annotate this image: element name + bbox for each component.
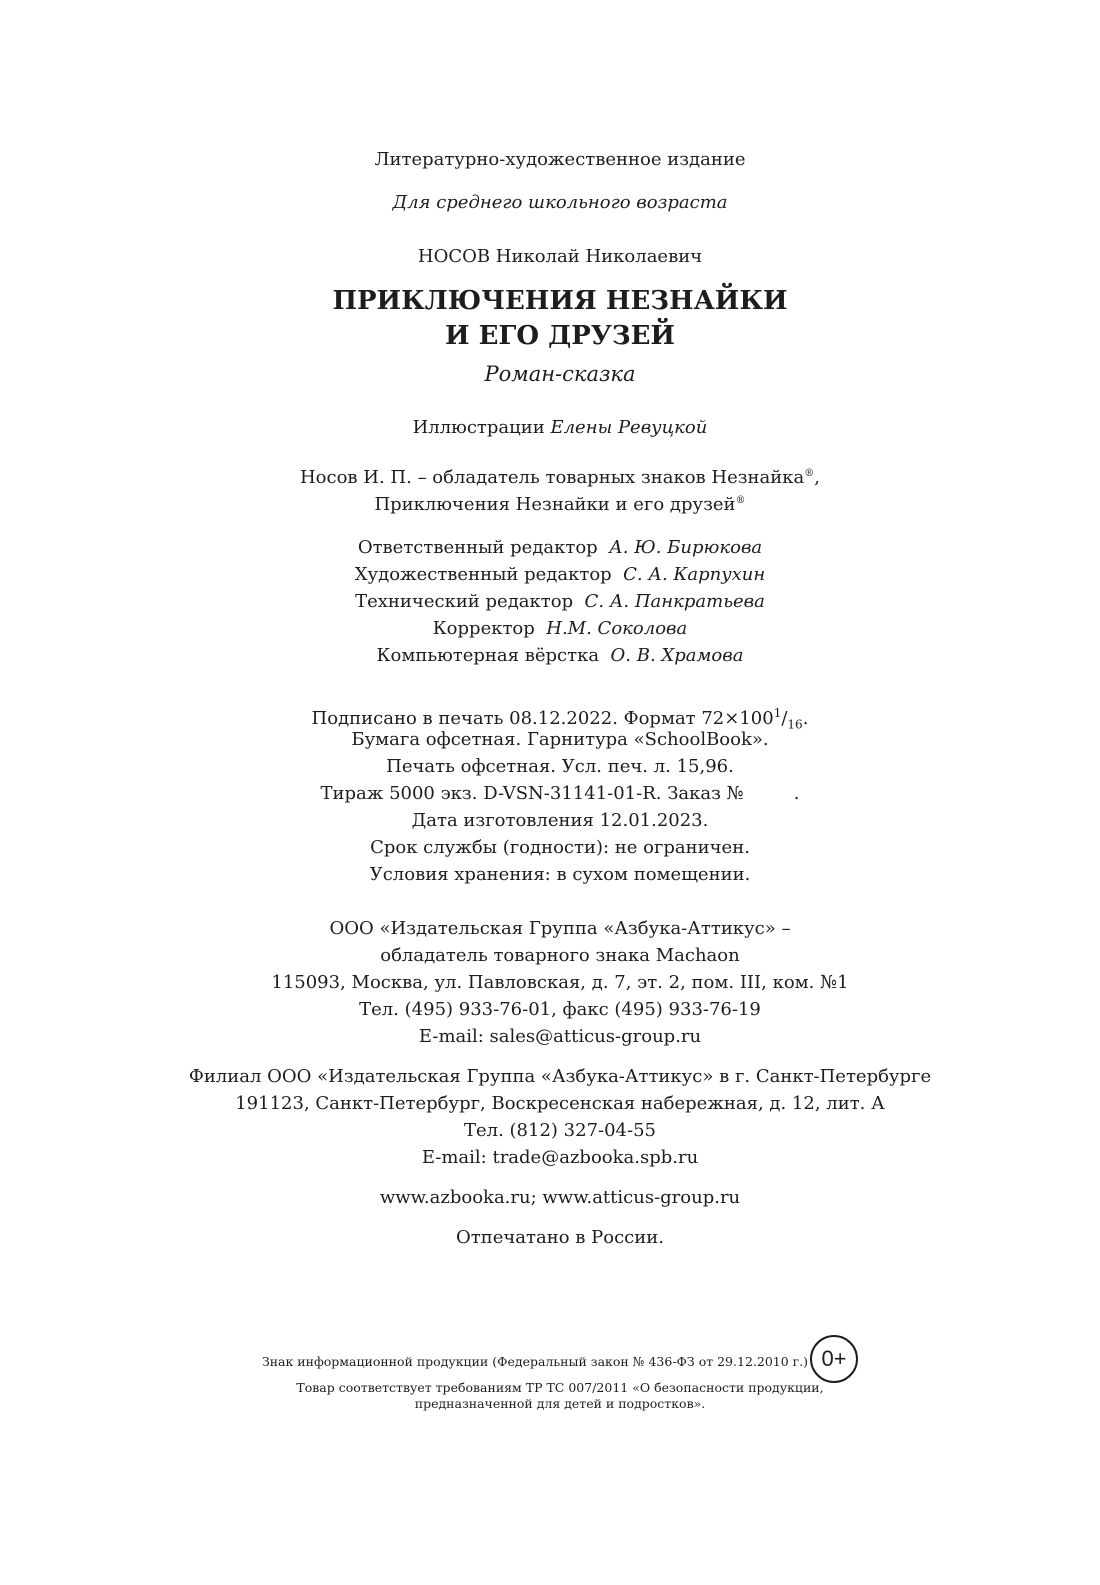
credit-line bbox=[0, 617, 1100, 641]
credit-role: Технический редактор bbox=[355, 591, 574, 612]
publisher-line: обладатель товарного знака Machaon bbox=[380, 945, 740, 966]
illustrations-credit bbox=[0, 416, 1100, 440]
credit-role: Художественный редактор bbox=[354, 564, 612, 585]
compliance-line1: Товар соответствует требованиям ТР ТС 007/2011 «О безопасности продукции, bbox=[296, 1380, 824, 1395]
compliance-line2: предназначенной для детей и подростков». bbox=[414, 1396, 706, 1411]
registered-mark: ® bbox=[804, 468, 815, 479]
trademark-line2 bbox=[0, 489, 1100, 517]
credit-line bbox=[0, 563, 1100, 587]
genre: Роман-сказка bbox=[484, 362, 636, 386]
credit-role: Компьютерная вёрстка bbox=[376, 645, 600, 666]
publisher-address: 115093, Москва, ул. Павловская, д. 7, эт. 2, пом. III, ком. №1 bbox=[271, 972, 849, 993]
trademark-text: Носов И. П. – обладатель товарных знаков Незнайка bbox=[299, 467, 805, 488]
trademark-line1: Носов И. П. – обладатель товарных знаков Незнайка®, bbox=[299, 467, 820, 488]
book-title-line1: ПРИКЛЮЧЕНИЯ НЕЗНАЙКИ bbox=[332, 286, 788, 316]
publisher-line: ООО «Издательская Группа «Азбука-Аттикус» – bbox=[329, 918, 791, 939]
credit-name: А. Ю. Бирюкова bbox=[609, 537, 763, 558]
publisher-email[interactable]: E-mail: sales@atticus-group.ru bbox=[418, 1026, 702, 1047]
audience: Для среднего школьного возраста bbox=[392, 192, 728, 213]
credit-role: Ответственный редактор bbox=[357, 537, 598, 558]
illustrations-label: Иллюстрации bbox=[412, 417, 545, 438]
credit-name: Н.М. Соколова bbox=[546, 618, 688, 639]
branch-email[interactable]: E-mail: trade@azbooka.spb.ru bbox=[421, 1147, 699, 1168]
credit-line bbox=[0, 536, 1100, 560]
registered-mark: ® bbox=[735, 495, 746, 506]
imprint-made: Дата изготовления 12.01.2023. bbox=[411, 810, 709, 831]
trademark-text: Приключения Незнайки и его друзей bbox=[374, 494, 736, 515]
imprint-run: Тираж 5000 экз. D-VSN-31141-01-R. Заказ № . bbox=[320, 783, 800, 804]
edition-type: Литературно-художественное издание bbox=[374, 149, 746, 170]
author: НОСОВ Николай Николаевич bbox=[417, 246, 703, 267]
credit-line bbox=[0, 590, 1100, 614]
credit-name: С. А. Панкратьева bbox=[584, 591, 765, 612]
printed-in: Отпечатано в России. bbox=[456, 1227, 664, 1248]
imprint-storage: Условия хранения: в сухом помещении. bbox=[369, 864, 751, 885]
branch-address: 191123, Санкт-Петербург, Воскресенская набережная, д. 12, лит. А bbox=[235, 1093, 885, 1114]
imprint-signed: Подписано в печать 08.12.2022. Формат $72\times 100^1/_{16}$. bbox=[311, 706, 809, 732]
credit-name: С. А. Карпухин bbox=[623, 564, 766, 585]
imprint-print: Печать офсетная. Усл. печ. л. 15,96. bbox=[386, 756, 734, 777]
branch-phone: Тел. (812) 327-04-55 bbox=[464, 1120, 656, 1141]
imprint-shelf: Срок службы (годности): не ограничен. bbox=[370, 837, 750, 858]
credit-name: О. В. Храмова bbox=[610, 645, 744, 666]
websites[interactable]: www.azbooka.ru; www.atticus-group.ru bbox=[379, 1187, 741, 1208]
format-numerator: 1 bbox=[773, 706, 782, 720]
imprint-run-text: Тираж 5000 экз. D-VSN-31141-01-R. Заказ № bbox=[320, 783, 744, 804]
info-sign: Знак информационной продукции (Федеральный закон № 436-ФЗ от 29.12.2010 г.) bbox=[261, 1354, 809, 1369]
credit-role: Корректор bbox=[432, 618, 535, 639]
imprint-paper: Бумага офсетная. Гарнитура «SchoolBook». bbox=[351, 729, 769, 750]
publisher-phone: Тел. (495) 933-76-01, факс (495) 933-76-19 bbox=[359, 999, 761, 1020]
format-denominator: 16 bbox=[787, 717, 803, 732]
illustrator: Елены Ревуцкой bbox=[550, 417, 708, 438]
imprint-signed-text: Подписано в печать 08.12.2022. Формат 72×100 bbox=[311, 708, 774, 729]
credit-line bbox=[0, 644, 1100, 668]
age-rating-badge: 0+ bbox=[810, 1335, 858, 1383]
book-title-line2: И ЕГО ДРУЗЕЙ bbox=[445, 321, 675, 351]
branch-line: Филиал ООО «Издательская Группа «Азбука-Аттикус» в г. Санкт-Петербурге bbox=[188, 1066, 932, 1087]
